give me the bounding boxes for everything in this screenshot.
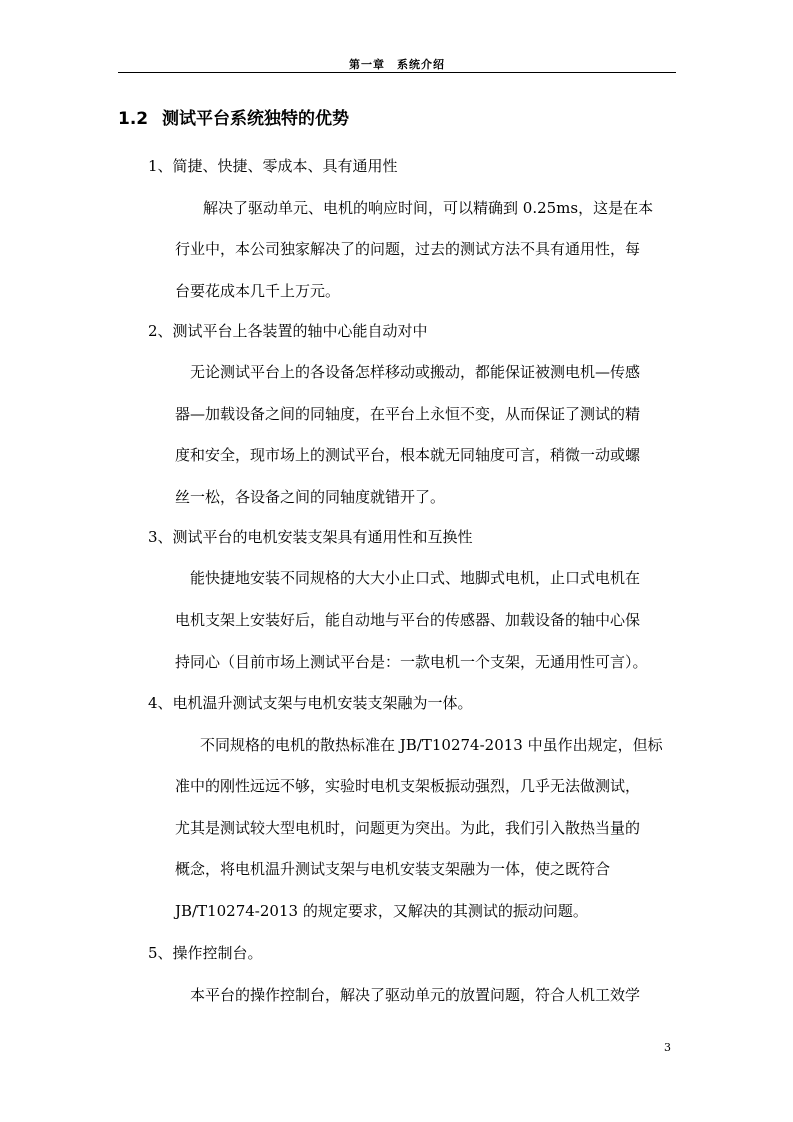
paragraph-line: 度和安全，现市场上的测试平台，根本就无同轴度可言，稍微一动或螺 <box>175 446 641 464</box>
item-title-5: 5、操作控制台。 <box>148 944 263 962</box>
running-header: 第一章 系统介绍 <box>349 58 445 71</box>
paragraph-line: 器—加载设备之间的同轴度，在平台上永恒不变，从而保证了测试的精 <box>175 405 641 423</box>
paragraph-line: 不同规格的电机的散热标准在 JB/T10274-2013 中虽作出规定，但标 <box>200 736 663 754</box>
paragraph-line: 丝一松，各设备之间的同轴度就错开了。 <box>175 488 446 506</box>
item-title-3: 3、测试平台的电机安装支架具有通用性和互换性 <box>148 528 473 546</box>
header-rule <box>118 72 676 73</box>
paragraph-line: 台要花成本几千上万元。 <box>175 282 341 300</box>
paragraph-line: 能快捷地安装不同规格的大大小止口式、地脚式电机，止口式电机在 <box>190 569 641 587</box>
item-title-1: 1、简捷、快捷、零成本、具有通用性 <box>148 157 398 175</box>
section-heading <box>118 104 349 129</box>
paragraph-line: 解决了驱动单元、电机的响应时间，可以精确到 0.25ms，这是在本 <box>203 199 654 217</box>
section-title: 测试平台系统独特的优势 <box>162 109 349 129</box>
paragraph-line: 无论测试平台上的各设备怎样移动或搬动，都能保证被测电机—传感 <box>190 363 641 381</box>
paragraph-line: 概念，将电机温升测试支架与电机安装支架融为一体，使之既符合 <box>175 860 611 878</box>
paragraph-line: 本平台的操作控制台，解决了驱动单元的放置问题，符合人机工效学 <box>190 986 641 1004</box>
paragraph-line: 持同心（目前市场上测试平台是：一款电机一个支架，无通用性可言）。 <box>175 653 648 671</box>
page-number: 3 <box>664 1041 671 1054</box>
paragraph-line: 电机支架上安装好后，能自动地与平台的传感器、加载设备的轴中心保 <box>175 611 641 629</box>
paragraph-line: JB/T10274-2013 的规定要求，又解决的其测试的振动问题。 <box>175 902 588 920</box>
paragraph-line: 尤其是测试较大型电机时，问题更为突出。为此，我们引入散热当量的 <box>175 819 641 837</box>
item-title-2: 2、测试平台上各装置的轴中心能自动对中 <box>148 322 428 340</box>
paragraph-line: 行业中，本公司独家解决了的问题，过去的测试方法不具有通用性，每 <box>175 240 641 258</box>
paragraph-line: 准中的刚性远远不够，实验时电机支架板振动强烈，几乎无法做测试， <box>175 777 641 795</box>
section-number: 1.2 <box>118 109 149 129</box>
item-title-4: 4、电机温升测试支架与电机安装支架融为一体。 <box>148 694 473 712</box>
